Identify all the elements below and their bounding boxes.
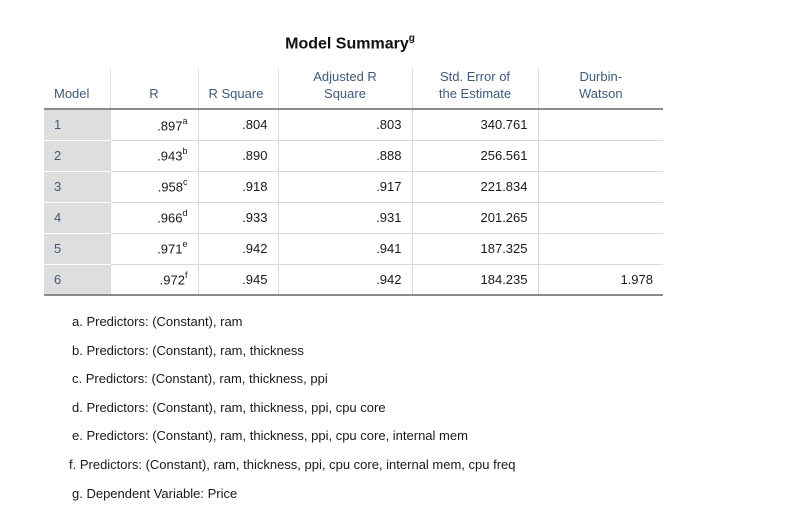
header-durbin-line1: Durbin- [579,69,623,84]
header-model: Model [44,68,110,109]
cell-durbin-watson [538,140,663,171]
header-std-error [412,68,538,109]
cell-std-error: 187.325 [412,233,538,264]
cell-r-value: .971 [157,241,183,257]
cell-r-footnote-marker: b [182,146,188,157]
table-row [44,109,663,140]
footnote-c: c. Predictors: (Constant), ram, thickness, ppi [72,371,328,387]
cell-r [110,202,198,233]
cell-std-error: 340.761 [412,109,538,140]
model-summary-table [44,68,663,296]
cell-r-footnote-marker: e [182,239,188,250]
table-row [44,264,663,295]
cell-r-footnote-marker: a [182,115,188,126]
cell-r [110,264,198,295]
footnote-d: d. Predictors: (Constant), ram, thickness, ppi, cpu core [72,399,386,415]
cell-r [110,171,198,202]
table-row [44,140,663,171]
header-durbin-watson [538,68,663,109]
footnote-b: b. Predictors: (Constant), ram, thickness [72,342,304,358]
cell-r-footnote-marker: f [184,270,188,281]
table-row [44,233,663,264]
cell-r-footnote-marker: c [183,177,188,188]
table-title [250,34,450,53]
cell-durbin-watson [538,233,663,264]
cell-r [110,140,198,171]
cell-model: 5 [44,233,110,264]
cell-std-error: 201.265 [412,202,538,233]
cell-model: 4 [44,202,110,233]
cell-r-square: .918 [198,171,278,202]
cell-adjusted-r-square: .888 [278,140,412,171]
cell-adjusted-r-square: .917 [278,171,412,202]
table-title-footnote-marker: g [408,33,415,44]
cell-r-value: .897 [157,117,183,133]
cell-r-square: .804 [198,109,278,140]
cell-r-value: .958 [157,179,183,195]
cell-r-square: .942 [198,233,278,264]
footnotes [69,308,516,508]
cell-r-value: .943 [157,148,183,164]
cell-std-error: 184.235 [412,264,538,295]
footnote-f: f. Predictors: (Constant), ram, thickness, ppi, cpu core, internal mem, cpu freq [69,456,516,472]
cell-model: 6 [44,264,110,295]
cell-durbin-watson [538,109,663,140]
header-r-square: R Square [198,68,278,109]
cell-durbin-watson: 1.978 [538,264,663,295]
cell-adjusted-r-square: .941 [278,233,412,264]
cell-r-value: .966 [157,210,183,226]
table-row [44,202,663,233]
footnote-g: g. Dependent Variable: Price [72,485,238,501]
cell-r-square: .890 [198,140,278,171]
cell-r-square: .945 [198,264,278,295]
header-std-error-line2: the Estimate [438,86,512,101]
header-adjusted-line1: Adjusted R [313,69,377,84]
header-adjusted-r-square [278,68,412,109]
cell-model: 2 [44,140,110,171]
cell-adjusted-r-square: .931 [278,202,412,233]
header-r: R [110,68,198,109]
header-std-error-line1: Std. Error of [439,69,511,84]
table-title-text: Model Summary [285,35,409,53]
cell-r [110,233,198,264]
footnote-a: a. Predictors: (Constant), ram [72,314,243,329]
table-row [44,171,663,202]
cell-r-footnote-marker: d [182,208,188,219]
header-row [44,68,663,109]
cell-model: 3 [44,171,110,202]
footnote-e: e. Predictors: (Constant), ram, thickness, ppi, cpu core, internal mem [72,428,468,444]
cell-adjusted-r-square: .942 [278,264,412,295]
header-adjusted-line2: Square [324,86,366,101]
cell-adjusted-r-square: .803 [278,109,412,140]
cell-model: 1 [44,109,110,140]
header-durbin-line2: Watson [578,86,623,101]
cell-durbin-watson [538,171,663,202]
cell-std-error: 256.561 [412,140,538,171]
cell-std-error: 221.834 [412,171,538,202]
cell-durbin-watson [538,202,663,233]
cell-r [110,109,198,140]
cell-r-value: .972 [159,272,185,288]
cell-r-square: .933 [198,202,278,233]
